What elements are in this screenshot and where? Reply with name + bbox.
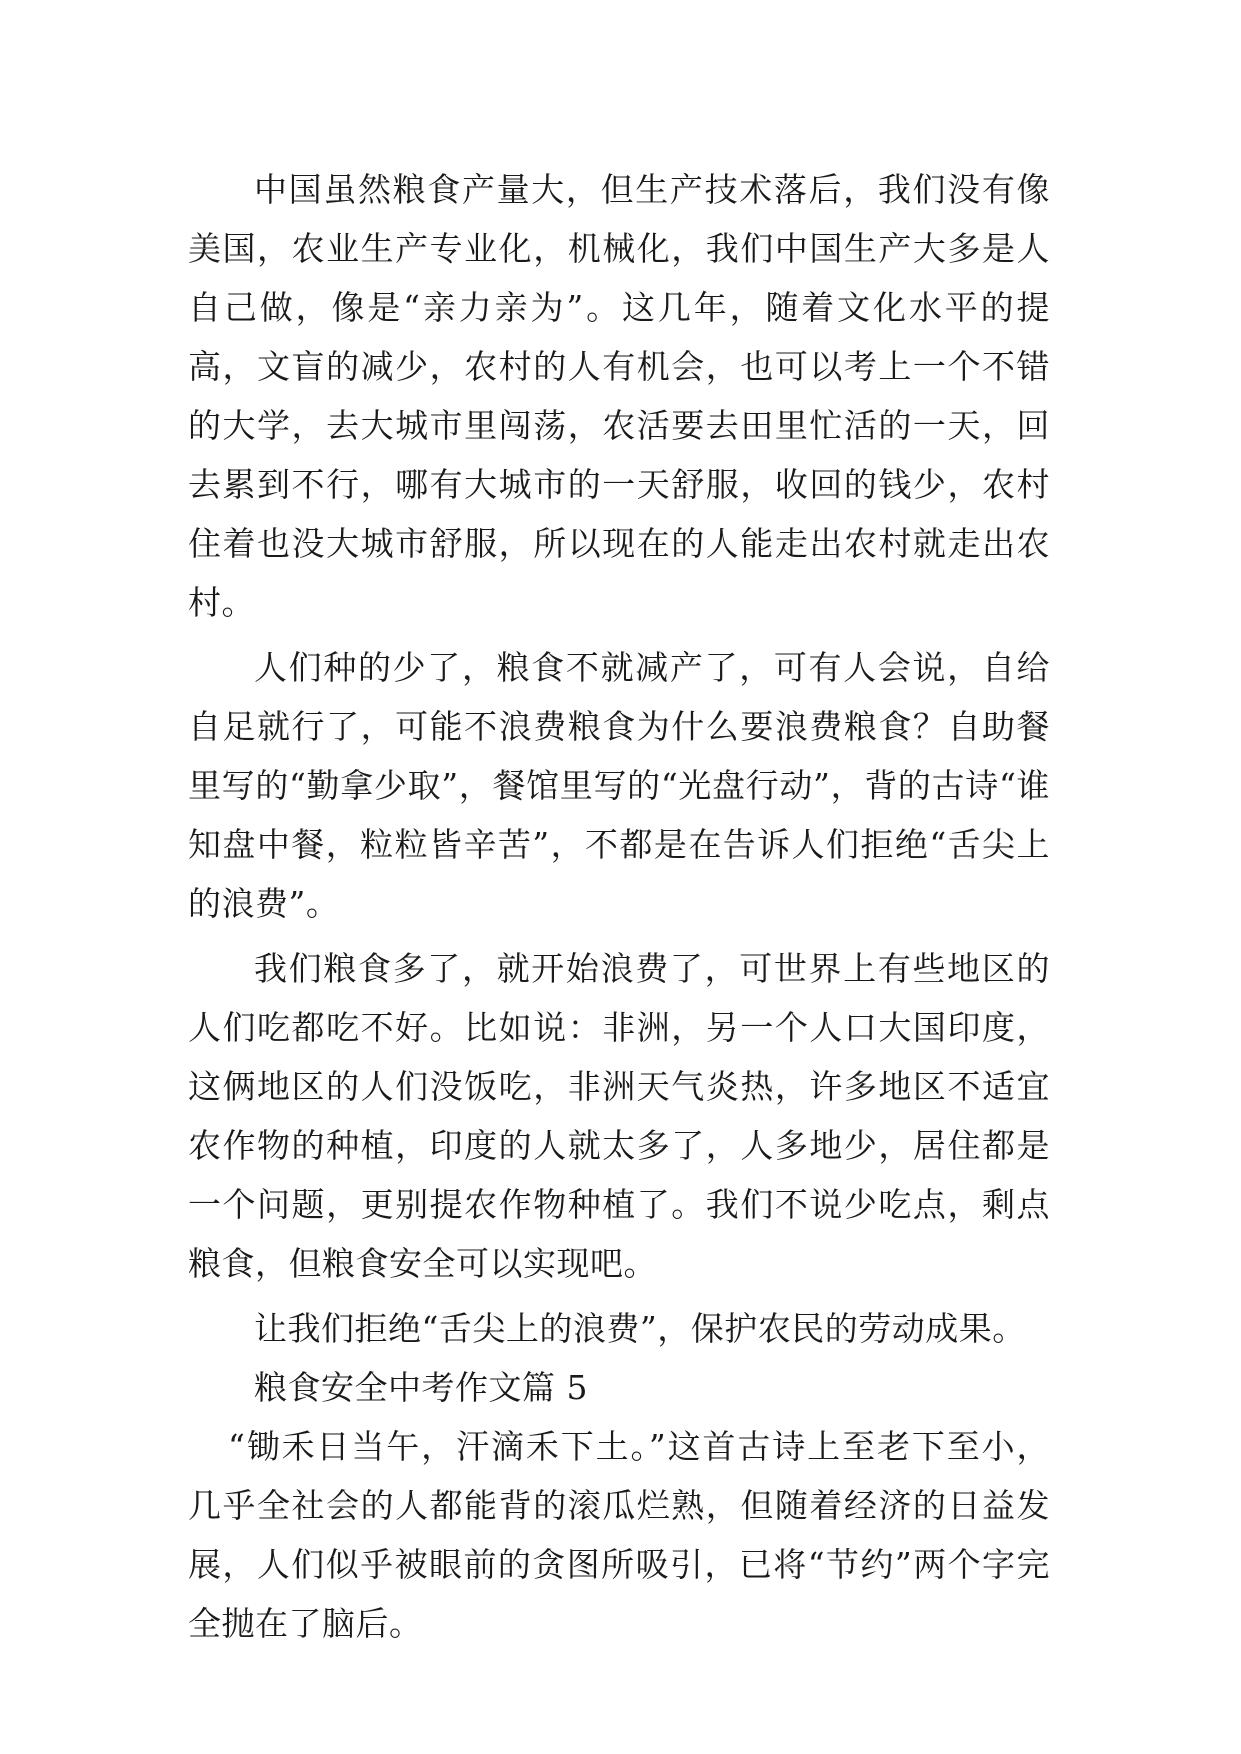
paragraph-2: 人们种的少了，粮食不就减产了，可有人会说，自给自足就行了，可能不浪费粮食为什么要浪费粮食？自助餐里写的“勤拿少取”，餐馆里写的“光盘行动”，背的古诗“谁知盘中餐，粒粒皆辛苦”，不都是在告诉人们拒绝“舌尖上的浪费”。: [188, 648, 1050, 923]
document-body: [188, 160, 1050, 1653]
paragraph-4: 让我们拒绝“舌尖上的浪费”，保护农民的劳动成果。: [254, 1309, 1026, 1348]
section-heading: 粮食安全中考作文篇 5: [254, 1368, 588, 1407]
paragraph-1: 中国虽然粮食产量大，但生产技术落后，我们没有像美国，农业生产专业化，机械化，我们中国生产大多是人自己做，像是“亲力亲为”。这几年，随着文化水平的提高，文盲的减少，农村的人有机会，也可以考上一个不错的大学，去大城市里闯荡，农活要去田里忙活的一天，回去累到不行，哪有大城市的一天舒服，收回的钱少，农村住着也没大城市舒服，所以现在的人能走出农村就走出农村。: [188, 170, 1050, 622]
section-paragraph: “锄禾日当午，汗滴禾下土。”这首古诗上至老下至小，几乎全社会的人都能背的滚瓜烂熟，但随着经济的日益发展，人们似乎被眼前的贪图所吸引，已将“节约”两个字完全抛在了脑后。: [188, 1427, 1050, 1643]
paragraph-3: 我们粮食多了，就开始浪费了，可世界上有些地区的人们吃都吃不好。比如说：非洲，另一个人口大国印度，这俩地区的人们没饭吃，非洲天气炎热，许多地区不适宜农作物的种植，印度的人就太多了，人多地少，居住都是一个问题，更别提农作物种植了。我们不说少吃点，剩点粮食，但粮食安全可以实现吧。: [188, 949, 1050, 1283]
